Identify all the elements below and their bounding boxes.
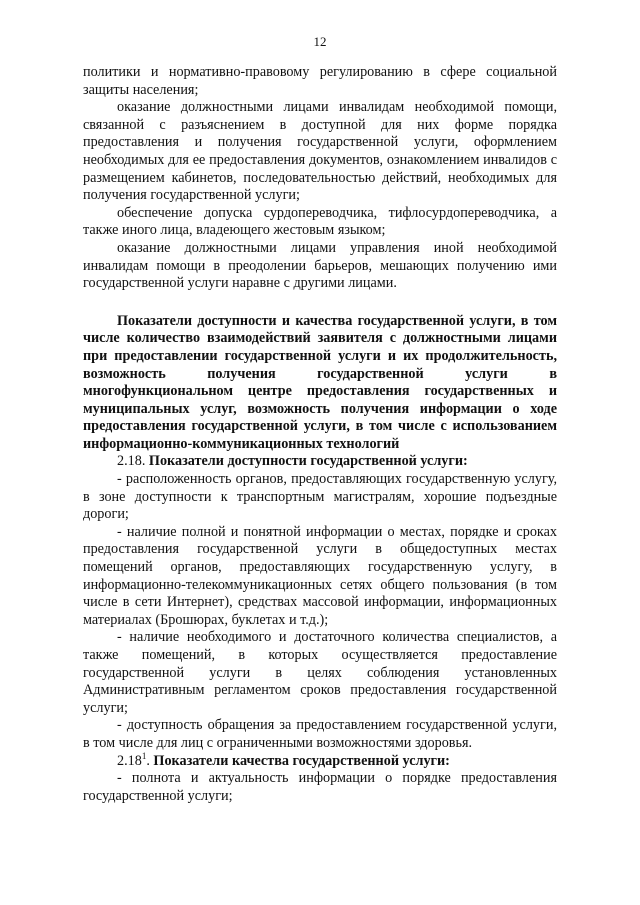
list-item: - доступность обращения за предоставлением государственной услуги, в том числе для лиц с ограниченными возможностями здоровья. [83, 717, 557, 751]
paragraph: оказание должностными лицами управления иной необходимой инвалидам помощи в преодолении барьеров, мешающих получению ими государственной услуги наравне с другими лицами. [83, 239, 557, 292]
item-title: Показатели качества государственной услуги: [153, 752, 450, 769]
list-item: - полнота и актуальность информации о порядке предоставления государственной услуги; [83, 770, 557, 804]
paragraph: обеспечение допуска сурдопереводчика, тифлосурдопереводчика, а также иного лица, владеющего жестовым языком; [83, 204, 557, 239]
item-title: Показатели доступности государственной услуги: [148, 453, 468, 470]
section-heading: Показатели доступности и качества государственной услуги, в том числе количество взаимодействий заявителя с должностными лицами при предоставлении государственной услуги и их продолжительность, возможность получения государственной услуги в многофункциональном центре предоставления государственных и муниципальных услуг, возможность получения информации о ходе предоставления государственной услуги, в том числе с использованием информационно-коммуникационных технологий [83, 312, 557, 452]
item-number: 2.18. [117, 453, 146, 470]
list-item: - наличие необходимого и достаточного количества специалистов, а также помещений, в которых осуществляется предоставление государственной услуги в целях соблюдения установленных Административным регламентом сроков предоставления государственной услуги; [83, 629, 557, 716]
item-number: 2.18 [117, 752, 142, 769]
item-2-18-1-heading [83, 750, 557, 771]
item-number-suffix: . [146, 752, 150, 769]
item-superscript: 1 [141, 750, 147, 761]
page-number: 12 [313, 34, 327, 49]
paragraph: политики и нормативно-правовому регулированию в сфере социальной защиты населения; [83, 64, 557, 98]
list-item: - наличие полной и понятной информации о местах, порядке и сроках предоставления государственной услуги в общедоступных местах помещений органов, предоставляющих государственную услугу, в информационно-телекоммуникационных сетях общего пользования (в том числе в сети Интернет), средствах массовой информации, информационных материалах (Брошюрах, буклетах и т.д.); [83, 523, 557, 628]
paragraph: оказание должностными лицами инвалидам необходимой помощи, связанной с разъяснением в доступной для них форме порядка предоставления и получения государственной услуги, оформлением необходимых для ее предоставления документов, ознакомлением инвалидов с размещением кабинетов, последовательностью действий, необходимых для получения государственной услуги; [83, 99, 557, 204]
item-2-18-heading [83, 453, 557, 471]
list-item: - расположенность органов, предоставляющих государственную услугу, в зоне доступности к транспортным магистралям, хорошие подъездные дороги; [83, 471, 557, 523]
document-body [83, 64, 557, 805]
